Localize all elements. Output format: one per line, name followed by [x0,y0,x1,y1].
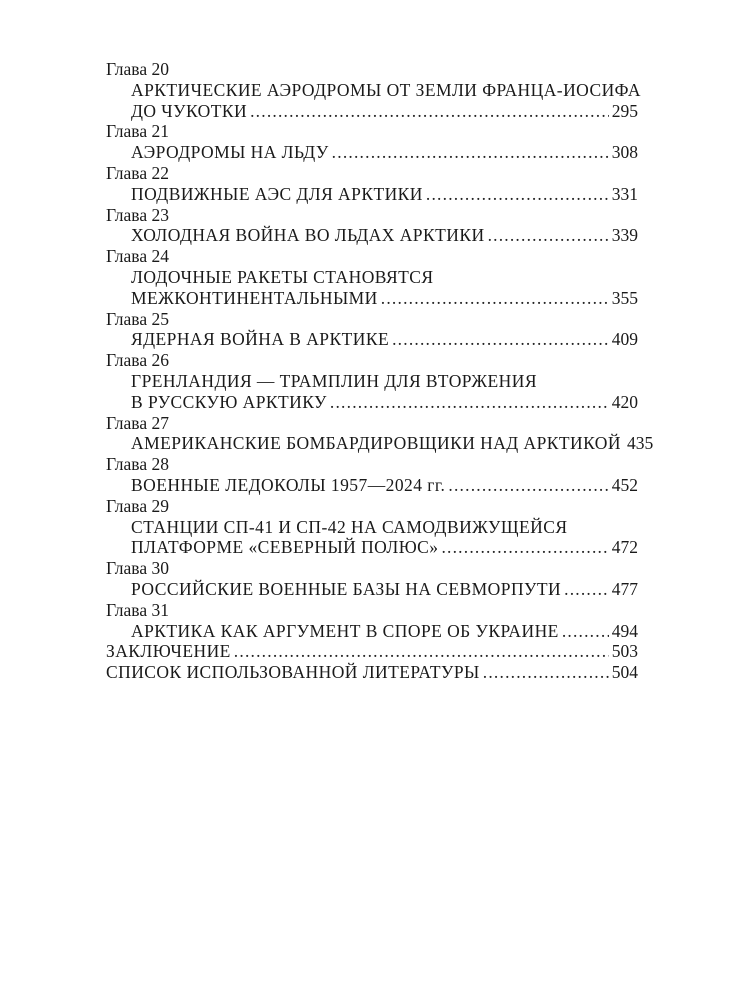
page-number: 308 [611,142,638,163]
chapter-number: Глава 21 [106,121,169,142]
dot-leader [332,142,609,163]
chapter-number: Глава 28 [106,454,169,475]
page-number: 494 [611,620,638,641]
dot-leader [441,537,608,558]
dot-leader [234,641,609,662]
chapter-number: Глава 20 [106,59,169,79]
chapter-title-line: СТАНЦИИ СП-41 И СП-42 НА САМОДВИЖУЩЕЙСЯ [131,516,568,537]
toc-chapter [106,121,638,163]
chapter-number: Глава 29 [106,495,169,516]
toc-chapter [106,600,638,642]
toc-entry[interactable] [106,475,638,496]
toc-entry[interactable] [106,184,638,205]
page-number: 420 [611,391,638,412]
chapter-title-line: АРКТИКА КАК АРГУМЕНТ В СПОРЕ ОБ УКРАИНЕ [131,620,559,641]
toc-chapter [106,205,638,247]
chapter-number: Глава 31 [106,599,169,620]
toc-chapter [106,558,638,600]
table-of-contents [106,59,654,683]
chapter-title-line: ВОЕННЫЕ ЛЕДОКОЛЫ 1957—2024 гг. [131,474,446,495]
chapter-number: Глава 25 [106,308,169,329]
chapter-title-line: ДО ЧУКОТКИ [131,100,248,121]
chapter-number: Глава 27 [106,412,169,433]
toc-entry-conclusion[interactable] [106,641,638,662]
dot-leader [483,662,609,683]
page-number: 452 [611,474,638,495]
dot-leader [381,288,609,309]
chapter-number: Глава 30 [106,558,169,579]
section-title: ЗАКЛЮЧЕНИЕ [106,641,231,662]
chapter-title-line: РОССИЙСКИЕ ВОЕННЫЕ БАЗЫ НА СЕВМОРПУТИ [131,578,562,599]
chapter-title-line: ЯДЕРНАЯ ВОЙНА В АРКТИКЕ [131,329,390,350]
toc-entry[interactable] [106,621,638,642]
page-number: 331 [611,183,638,204]
toc-entry[interactable] [106,267,638,309]
toc-entry[interactable] [106,79,641,122]
toc-entry[interactable] [106,371,638,413]
chapter-title-line: ЛОДОЧНЫЕ РАКЕТЫ СТАНОВЯТСЯ [131,266,434,287]
chapter-title-line: ПЛАТФОРМЕ «СЕВЕРНЫЙ ПОЛЮС» [131,537,439,558]
page-number: 295 [611,100,638,121]
toc-chapter [106,59,641,121]
chapter-title-line: ХОЛОДНАЯ ВОЙНА ВО ЛЬДАХ АРКТИКИ [131,225,485,246]
toc-chapter [106,454,638,496]
dot-leader [426,184,609,205]
section-title: СПИСОК ИСПОЛЬЗОВАННОЙ ЛИТЕРАТУРЫ [106,662,480,683]
dot-leader [562,621,609,642]
toc-entry-bibliography[interactable] [106,662,638,683]
chapter-title-line: ГРЕНЛАНДИЯ — ТРАМПЛИН ДЛЯ ВТОРЖЕНИЯ [131,370,537,391]
page-number: 339 [611,225,638,246]
page-number: 503 [611,641,638,662]
chapter-number: Глава 23 [106,204,169,225]
toc-entry[interactable] [106,579,638,600]
toc-chapter [106,246,638,308]
chapter-number: Глава 24 [106,246,169,267]
toc-chapter [106,496,638,558]
chapter-title-line: В РУССКУЮ АРКТИКУ [131,391,327,412]
page-number: 472 [611,537,638,558]
toc-chapter [106,163,638,205]
toc-entry[interactable] [106,517,638,559]
page-number: 409 [611,329,638,350]
toc-chapter [106,412,654,455]
dot-leader [488,225,609,246]
chapter-number: Глава 26 [106,350,169,371]
page-number: 435 [626,433,654,454]
chapter-number: Глава 22 [106,162,169,183]
page-number: 355 [611,287,638,308]
toc-entry[interactable] [106,142,638,163]
dot-leader [564,579,609,600]
toc-entry[interactable] [106,329,638,350]
page-number: 504 [611,662,638,683]
chapter-title-line: МЕЖКОНТИНЕНТАЛЬНЫМИ [131,287,378,308]
toc-chapter [106,309,638,351]
page-number: 477 [611,578,638,599]
toc-chapter [106,350,638,412]
toc-entry[interactable] [106,225,638,246]
dot-leader [392,329,609,350]
chapter-title-line: АЭРОДРОМЫ НА ЛЬДУ [131,142,329,163]
dot-leader [448,475,608,496]
chapter-title-line: АРКТИЧЕСКИЕ АЭРОДРОМЫ ОТ ЗЕМЛИ ФРАНЦА-ИОСИФА [131,79,641,100]
toc-entry[interactable] [106,433,654,454]
chapter-title-line: АМЕРИКАНСКИЕ БОМБАРДИРОВЩИКИ НАД АРКТИКОЙ [131,433,621,454]
dot-leader [330,392,609,413]
chapter-title-line: ПОДВИЖНЫЕ АЭС ДЛЯ АРКТИКИ [131,183,423,204]
dot-leader [250,101,609,122]
